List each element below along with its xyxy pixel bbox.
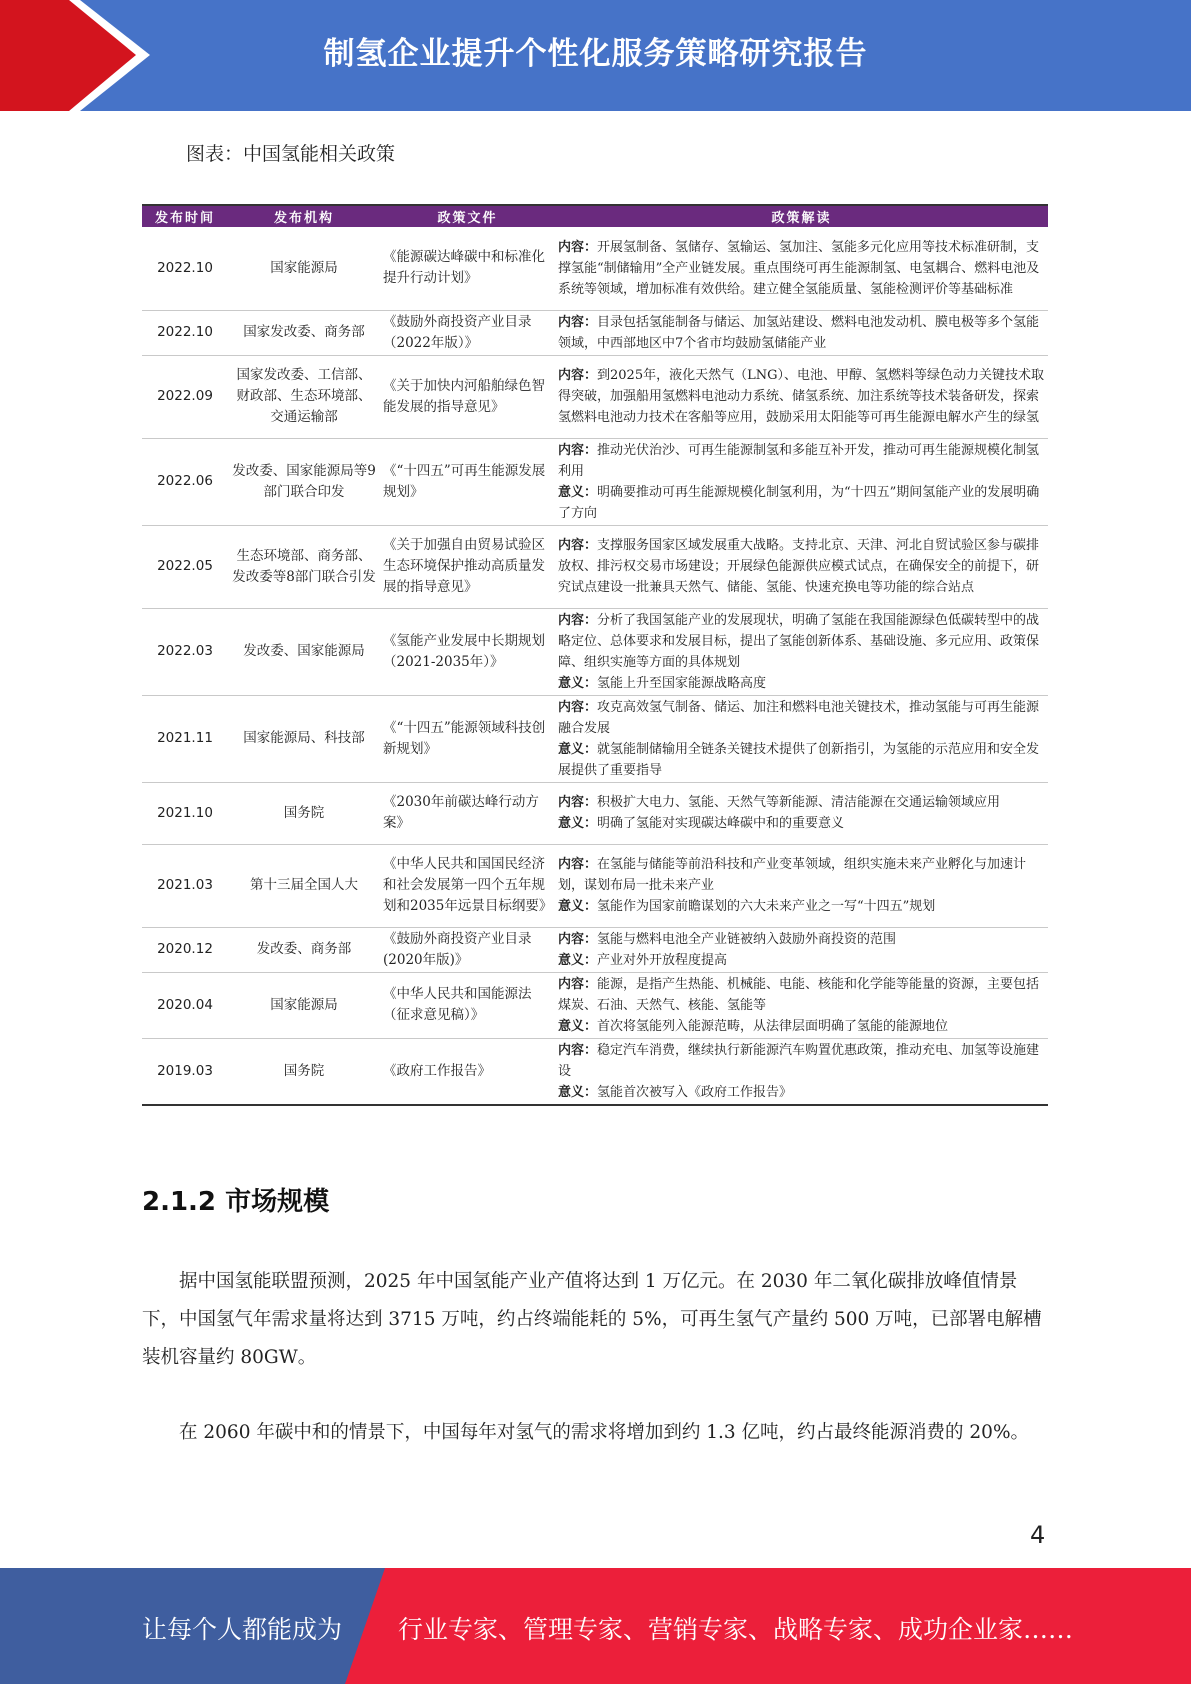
cell-date: 2022.06 bbox=[142, 438, 228, 525]
meaning-label: 意义： bbox=[558, 741, 598, 757]
meaning-label: 意义： bbox=[558, 1084, 598, 1100]
cell-org: 发改委、国家能源局等9部门联合印发 bbox=[228, 438, 380, 525]
table-row bbox=[142, 782, 1048, 844]
meaning-text: 明确了氢能对实现碳达峰碳中和的重要意义 bbox=[597, 816, 845, 831]
cell-date: 2020.04 bbox=[142, 972, 228, 1038]
cell-doc: 《关于加强自由贸易试验区生态环境保护推动高质量发展的指导意见》 bbox=[380, 525, 555, 608]
content-text: 在氢能与储能等前沿科技和产业变革领域，组织实施未来产业孵化与加速计划，谋划布局一批未来产业 bbox=[558, 857, 1027, 893]
cell-reading bbox=[555, 608, 1048, 695]
reading-meaning bbox=[558, 896, 1045, 917]
cell-reading bbox=[555, 927, 1048, 972]
cell-org: 发改委、国家能源局 bbox=[228, 608, 380, 695]
reading-meaning bbox=[558, 673, 1045, 694]
reading-content bbox=[558, 365, 1045, 428]
report-title: 制氢企业提升个性化服务策略研究报告 bbox=[323, 36, 868, 72]
page-header bbox=[0, 0, 1191, 111]
cell-reading bbox=[555, 438, 1048, 525]
cell-reading bbox=[555, 844, 1048, 927]
policy-table bbox=[142, 204, 1048, 1106]
cell-doc: 《“十四五”可再生能源发展规划》 bbox=[380, 438, 555, 525]
cell-doc: 《关于加快内河船舶绿色智能发展的指导意见》 bbox=[380, 355, 555, 438]
table-row bbox=[142, 355, 1048, 438]
content-label: 内容： bbox=[558, 931, 598, 947]
cell-date: 2021.11 bbox=[142, 695, 228, 782]
content-label: 内容： bbox=[558, 1042, 598, 1058]
reading-meaning bbox=[558, 950, 1045, 971]
paragraph: 在 2060 年碳中和的情景下，中国每年对氢气的需求将增加到约 1.3 亿吨，约占最终能源消费的 20%。 bbox=[179, 1422, 1030, 1443]
table-row bbox=[142, 695, 1048, 782]
table-header-row bbox=[142, 205, 1048, 227]
cell-doc: 《能源碳达峰碳中和标准化提升行动计划》 bbox=[380, 227, 555, 310]
cell-doc: 《鼓励外商投资产业目录(2020年版)》 bbox=[380, 927, 555, 972]
cell-org: 国家能源局 bbox=[228, 972, 380, 1038]
content-text: 积极扩大电力、氢能、天然气等新能源、清洁能源在交通运输领域应用 bbox=[597, 795, 1001, 810]
header-reading: 政策解读 bbox=[555, 205, 1048, 227]
header-org: 发布机构 bbox=[228, 205, 380, 227]
content-text: 目录包括氢能制备与储运、加氢站建设、燃料电池发动机、膜电极等多个氢能领域，中西部地区中7个省市均鼓励氢储能产业 bbox=[558, 314, 1040, 351]
cell-org: 国家发改委、商务部 bbox=[228, 310, 380, 355]
table-row bbox=[142, 972, 1048, 1038]
cell-org: 国家能源局、科技部 bbox=[228, 695, 380, 782]
content-label: 内容： bbox=[558, 442, 598, 458]
cell-doc: 《氢能产业发展中长期规划 （2021-2035年）》 bbox=[380, 608, 555, 695]
table-row bbox=[142, 1038, 1048, 1105]
content-label: 内容： bbox=[558, 795, 598, 810]
cell-doc: 《2030年前碳达峰行动方案》 bbox=[380, 782, 555, 844]
cell-doc: 《“十四五”能源领域科技创新规划》 bbox=[380, 695, 555, 782]
reading-content bbox=[558, 1040, 1045, 1082]
meaning-label: 意义： bbox=[558, 952, 598, 968]
reading-content bbox=[558, 312, 1045, 354]
cell-date: 2019.03 bbox=[142, 1038, 228, 1105]
cell-reading bbox=[555, 972, 1048, 1038]
meaning-label: 意义： bbox=[558, 1018, 598, 1034]
cell-date: 2022.03 bbox=[142, 608, 228, 695]
cell-date: 2021.03 bbox=[142, 844, 228, 927]
reading-content bbox=[558, 974, 1045, 1016]
table-row bbox=[142, 608, 1048, 695]
cell-reading bbox=[555, 355, 1048, 438]
reading-content bbox=[558, 854, 1045, 896]
table-row bbox=[142, 844, 1048, 927]
paragraph: 据中国氢能联盟预测，2025 年中国氢能产业产值将达到 1 万亿元。在 2030 年二氧化碳排放峰值情景下，中国氢气年需求量将达到 3715 万吨，约占终端能耗的 5%，可再生氢气产量约 500 万吨，已部署电解槽装机容量约 80GW。 bbox=[142, 1271, 1042, 1368]
reading-meaning bbox=[558, 1082, 1045, 1103]
cell-org: 国务院 bbox=[228, 782, 380, 844]
cell-reading bbox=[555, 782, 1048, 844]
content-text: 能源，是指产生热能、机械能、电能、核能和化学能等能量的资源，主要包括煤炭、石油、天然气、核能、氢能等 bbox=[558, 976, 1040, 1013]
reading-meaning bbox=[558, 739, 1045, 781]
reading-content bbox=[558, 610, 1045, 673]
table-row bbox=[142, 310, 1048, 355]
section-heading: 2.1.2 市场规模 bbox=[142, 1187, 330, 1217]
meaning-text: 首次将氢能列入能源范畴，从法律层面明确了氢能的能源地位 bbox=[597, 1018, 949, 1034]
content-text: 到2025年，液化天然气（LNG）、电池、甲醇、氢燃料等绿色动力关键技术取得突破，加强船用氢燃料电池动力系统、储氢系统、加注系统等技术装备研发，探索氢燃料电池动力技术在客船等应用，鼓励采用太阳能等可再生能源电解水产生的绿氢 bbox=[558, 368, 1044, 425]
meaning-text: 明确要推动可再生能源规模化制氢利用，为“十四五”期间氢能产业的发展明确了方向 bbox=[558, 484, 1040, 521]
cell-org: 生态环境部、商务部、发改委等8部门联合引发 bbox=[228, 525, 380, 608]
content-text: 攻克高效氢气制备、储运、加注和燃料电池关键技术，推动氢能与可再生能源融合发展 bbox=[558, 699, 1040, 736]
content-label: 内容： bbox=[558, 699, 598, 715]
cell-doc: 《鼓励外商投资产业目录（2022年版）》 bbox=[380, 310, 555, 355]
content-label: 内容： bbox=[558, 239, 598, 255]
footer-slogan-right: 行业专家、管理专家、营销专家、战略专家、成功企业家…… bbox=[398, 1615, 1074, 1644]
content-label: 内容： bbox=[558, 314, 598, 330]
cell-org: 国务院 bbox=[228, 1038, 380, 1105]
content-text: 稳定汽车消费，继续执行新能源汽车购置优惠政策，推动充电、加氢等设施建设 bbox=[558, 1042, 1040, 1079]
meaning-text: 氢能作为国家前瞻谋划的六大未来产业之一写“十四五”规划 bbox=[597, 899, 936, 914]
content-label: 内容： bbox=[558, 857, 598, 872]
content-text: 分析了我国氢能产业的发展现状，明确了氢能在我国能源绿色低碳转型中的战略定位、总体要求和发展目标，提出了氢能创新体系、基础设施、多元应用、政策保障、组织实施等方面的具体规划 bbox=[558, 612, 1040, 670]
reading-content bbox=[558, 792, 1045, 813]
meaning-text: 产业对外开放程度提高 bbox=[597, 952, 728, 968]
header-date: 发布时间 bbox=[142, 205, 228, 227]
reading-meaning bbox=[558, 813, 1045, 834]
cell-date: 2022.10 bbox=[142, 227, 228, 310]
cell-reading bbox=[555, 695, 1048, 782]
cell-date: 2022.10 bbox=[142, 310, 228, 355]
cell-date: 2022.05 bbox=[142, 525, 228, 608]
content-label: 内容： bbox=[558, 612, 598, 628]
cell-doc: 《政府工作报告》 bbox=[380, 1038, 555, 1105]
meaning-label: 意义： bbox=[558, 899, 598, 914]
cell-reading bbox=[555, 1038, 1048, 1105]
content-label: 内容： bbox=[558, 368, 598, 383]
table-row bbox=[142, 438, 1048, 525]
cell-date: 2021.10 bbox=[142, 782, 228, 844]
header-doc: 政策文件 bbox=[380, 205, 555, 227]
content-text: 开展氢制备、氢储存、氢输运、氢加注、氢能多元化应用等技术标准研制，支撑氢能“制储输用”全产业链发展。重点围绕可再生能源制氢、电氢耦合、燃料电池及系统等领域，增加标准有效供给。建立健全氢能质量、氢能检测评价等基础标准 bbox=[558, 239, 1040, 297]
table-row bbox=[142, 227, 1048, 310]
cell-org: 第十三届全国人大 bbox=[228, 844, 380, 927]
meaning-label: 意义： bbox=[558, 484, 598, 500]
content-text: 氢能与燃料电池全产业链被纳入鼓励外商投资的范围 bbox=[597, 931, 897, 947]
content-label: 内容： bbox=[558, 538, 598, 553]
page-footer bbox=[0, 1568, 1191, 1684]
meaning-text: 就氢能制储输用全链条关键技术提供了创新指引，为氢能的示范应用和安全发展提供了重要指导 bbox=[558, 741, 1040, 778]
reading-meaning bbox=[558, 1016, 1045, 1037]
cell-date: 2020.12 bbox=[142, 927, 228, 972]
cell-org: 国家能源局 bbox=[228, 227, 380, 310]
reading-content bbox=[558, 440, 1045, 482]
meaning-text: 氢能首次被写入《政府工作报告》 bbox=[597, 1084, 793, 1100]
reading-content bbox=[558, 535, 1045, 598]
meaning-label: 意义： bbox=[558, 816, 598, 831]
content-text: 推动光伏治沙、可再生能源制氢和多能互补开发，推动可再生能源规模化制氢利用 bbox=[558, 442, 1040, 479]
cell-reading bbox=[555, 227, 1048, 310]
cell-date: 2022.09 bbox=[142, 355, 228, 438]
content-text: 支撑服务国家区域发展重大战略。支持北京、天津、河北自贸试验区参与碳排放权、排污权交易市场建设；开展绿色能源供应模式试点，在确保安全的前提下，研究试点建设一批兼具天然气、储能、氢能、快速充换电等功能的综合站点 bbox=[558, 538, 1040, 595]
cell-doc: 《中华人民共和国国民经济和社会发展第一四个五年规划和2035年远景目标纲要》 bbox=[380, 844, 555, 927]
cell-org: 发改委、商务部 bbox=[228, 927, 380, 972]
figure-caption: 图表：中国氢能相关政策 bbox=[186, 143, 396, 165]
reading-meaning bbox=[558, 482, 1045, 524]
table-row bbox=[142, 525, 1048, 608]
meaning-text: 氢能上升至国家能源战略高度 bbox=[597, 675, 767, 691]
reading-content bbox=[558, 697, 1045, 739]
cell-reading bbox=[555, 525, 1048, 608]
reading-content bbox=[558, 237, 1045, 300]
cell-doc: 《中华人民共和国能源法（征求意见稿）》 bbox=[380, 972, 555, 1038]
cell-org: 国家发改委、工信部、财政部、生态环境部、交通运输部 bbox=[228, 355, 380, 438]
meaning-label: 意义： bbox=[558, 675, 598, 691]
footer-slogan-left: 让每个人都能成为 bbox=[142, 1615, 343, 1644]
table-row bbox=[142, 927, 1048, 972]
reading-content bbox=[558, 929, 1045, 950]
content-label: 内容： bbox=[558, 976, 598, 992]
page-number: 4 bbox=[1030, 1521, 1046, 1549]
cell-reading bbox=[555, 310, 1048, 355]
